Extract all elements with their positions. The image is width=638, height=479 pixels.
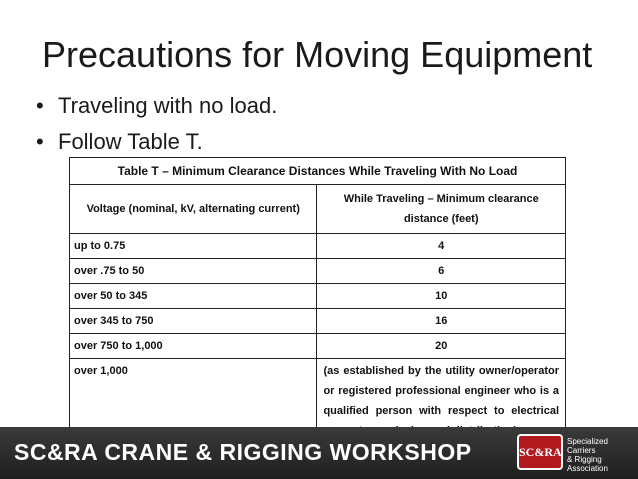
distance-note-cell: (as established by the utility owner/operator or registered professional engineer who is a qualified person with respect to electrical [317, 359, 566, 446]
logo-caption-line: Specialized [567, 437, 608, 446]
table-row [70, 284, 566, 309]
voltage-cell: over 750 to 1,000 [70, 334, 317, 359]
distance-cell: 16 [317, 309, 566, 334]
footer-banner-text: SC&RA CRANE & RIGGING WORKSHOP [14, 439, 472, 465]
bullet-item [36, 88, 277, 124]
voltage-cell: over 50 to 345 [70, 284, 317, 309]
logo-caption-line: Carriers [567, 446, 596, 455]
logo-mark-text: SC&RA [519, 445, 562, 459]
column-header-distance: While Traveling – Minimum clearance distance (feet) [317, 185, 566, 234]
bullet-glyph: • [36, 93, 44, 118]
slide-title: Precautions for Moving Equipment [42, 34, 593, 75]
table-row [70, 259, 566, 284]
table-header-row [70, 185, 566, 234]
voltage-cell: over 1,000 [70, 359, 317, 446]
bullet-text: Follow Table T. [58, 129, 203, 154]
voltage-cell: over .75 to 50 [70, 259, 317, 284]
table-caption-row [70, 158, 566, 185]
bullet-text: Traveling with no load. [58, 93, 278, 118]
distance-cell: 20 [317, 334, 566, 359]
distance-cell: 4 [317, 234, 566, 259]
bullet-item [36, 124, 277, 160]
bullet-list [36, 88, 277, 160]
table-row [70, 334, 566, 359]
voltage-cell: over 345 to 750 [70, 309, 317, 334]
logo-caption [567, 437, 608, 473]
voltage-cell: up to 0.75 [70, 234, 317, 259]
association-logo [517, 432, 635, 474]
table-row [70, 234, 566, 259]
logo-caption-line: & Rigging [567, 455, 602, 464]
distance-cell: 10 [317, 284, 566, 309]
bullet-glyph: • [36, 129, 44, 154]
table-caption: Table T – Minimum Clearance Distances While Traveling With No Load [70, 158, 566, 185]
table-row [70, 309, 566, 334]
logo-mark [517, 434, 563, 470]
column-header-voltage: Voltage (nominal, kV, alternating current) [70, 185, 317, 234]
logo-caption-line: Association [567, 464, 608, 473]
distance-cell: 6 [317, 259, 566, 284]
clearance-table [69, 157, 566, 446]
